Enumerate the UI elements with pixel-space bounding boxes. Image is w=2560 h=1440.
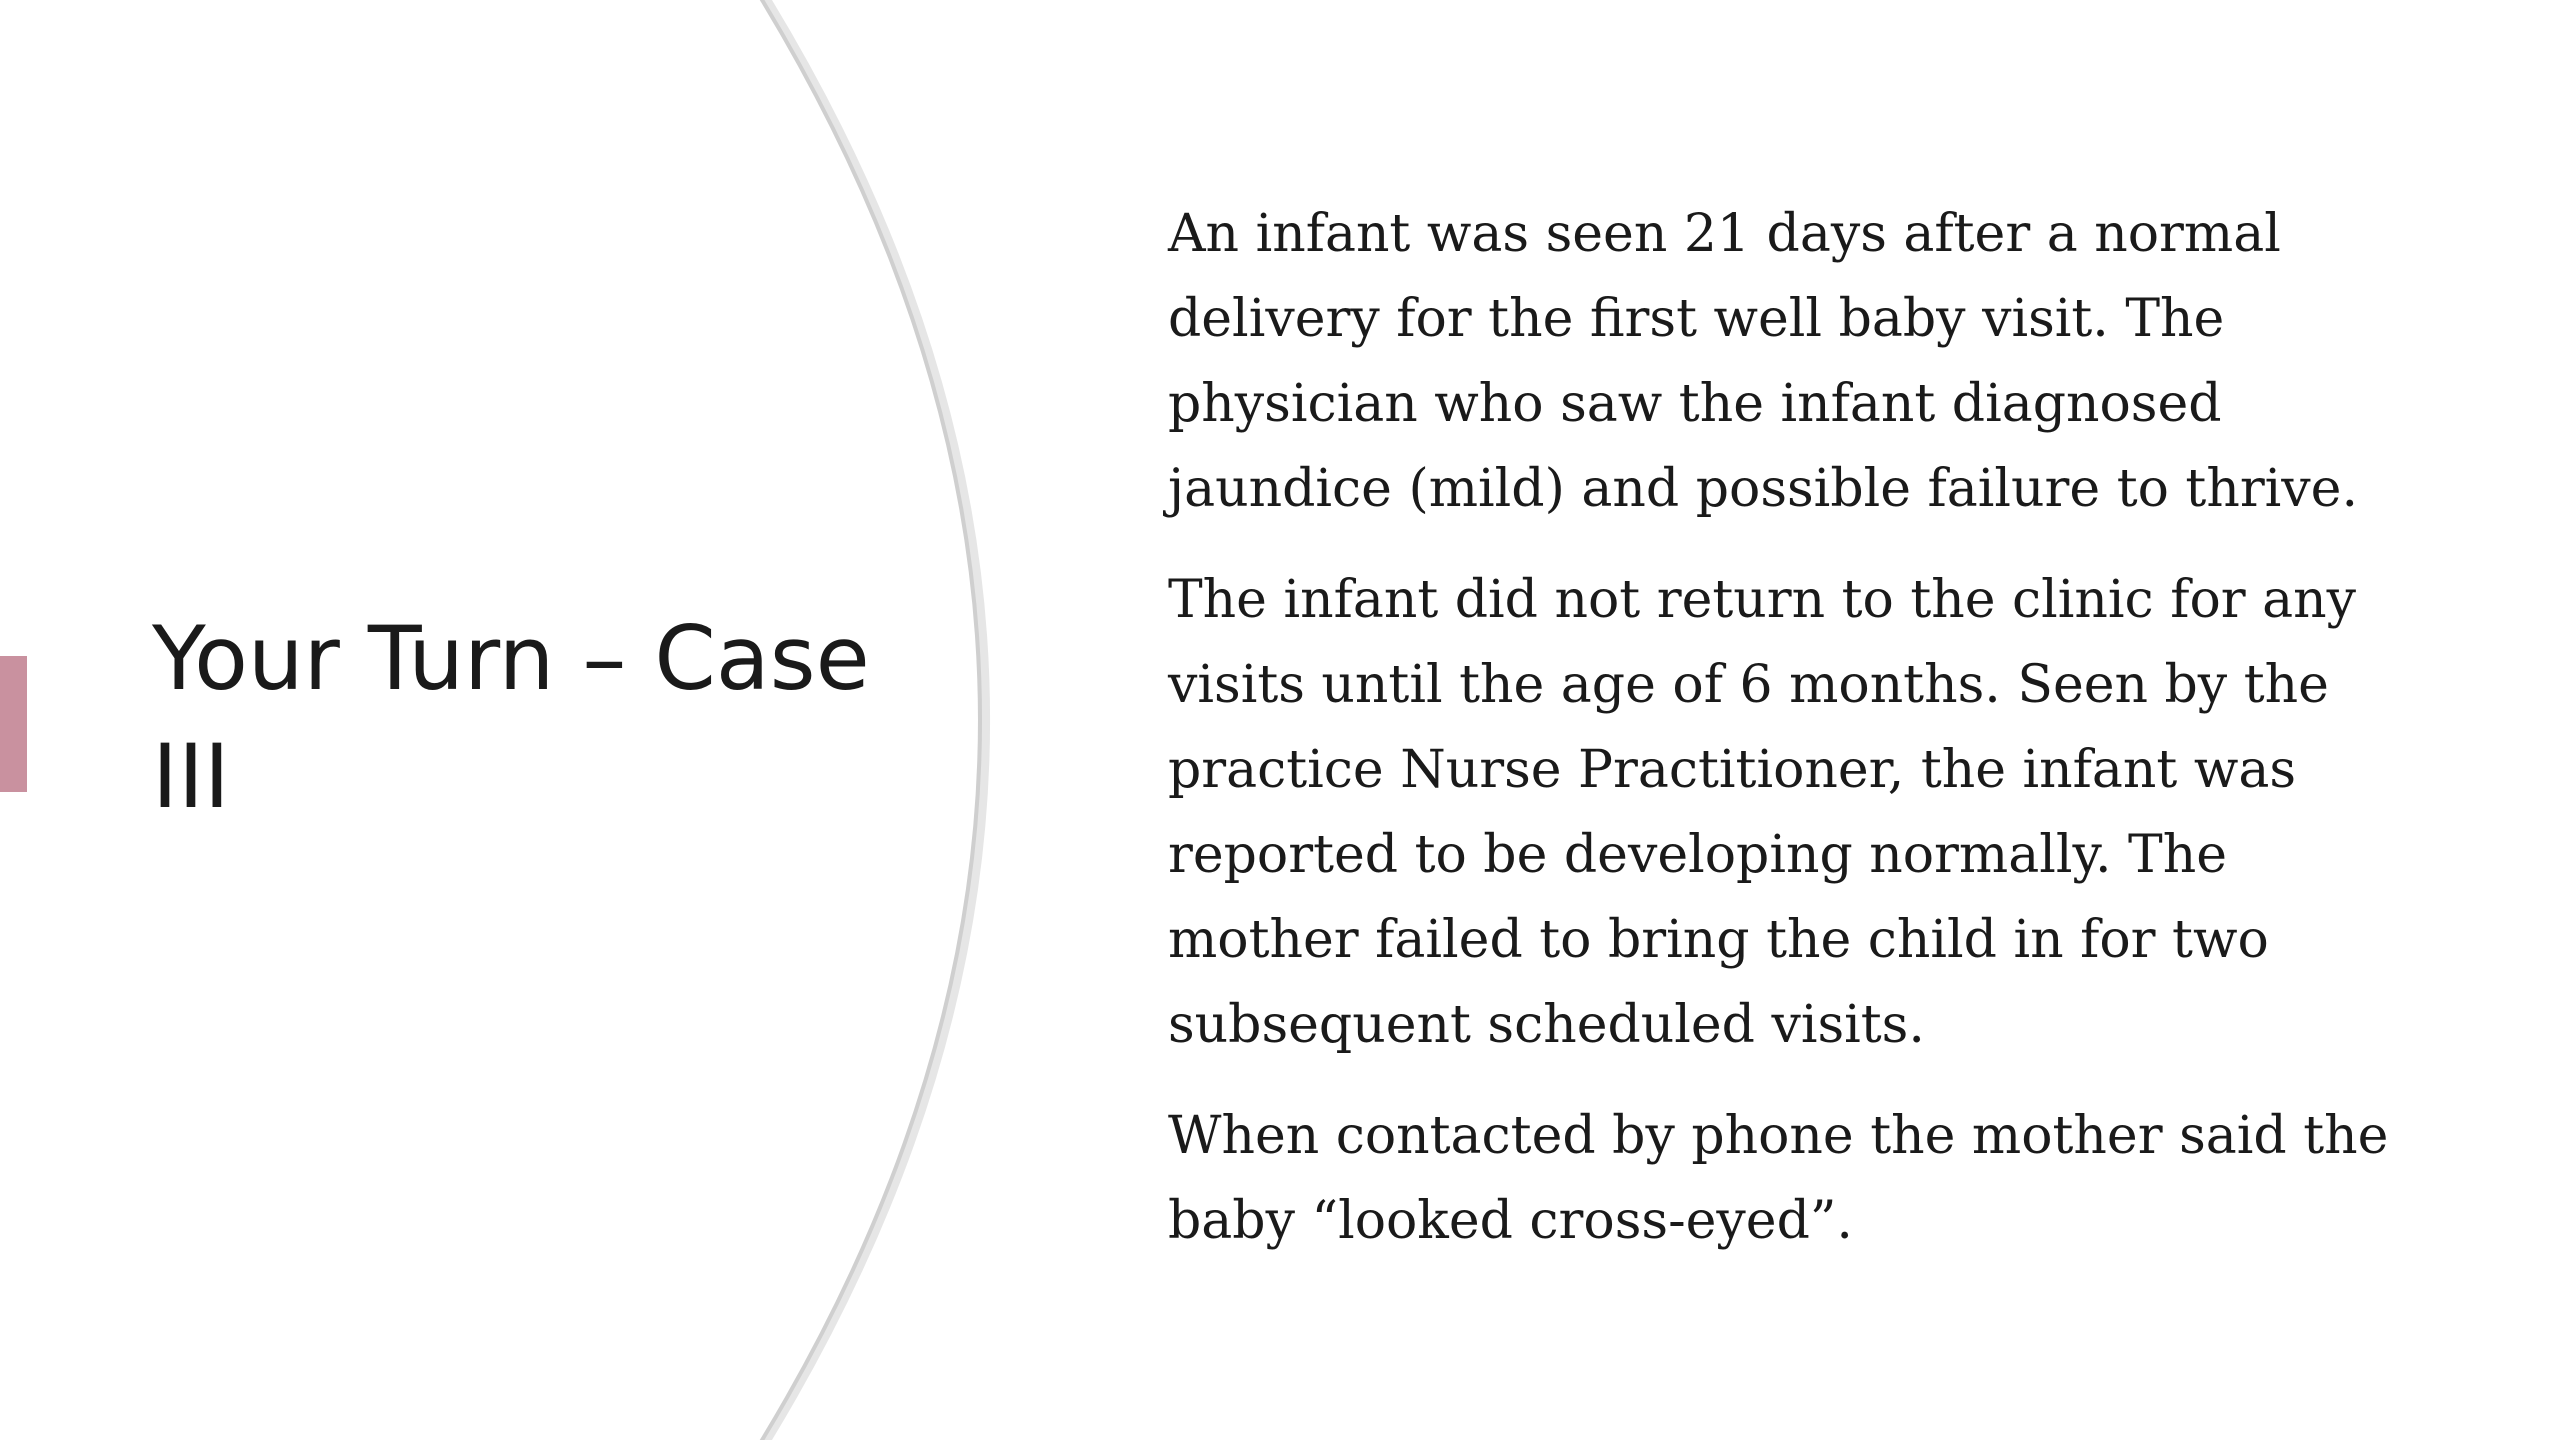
- paragraph-1: An infant was seen 21 days after a normal delivery for the first well baby visit. The physician who saw the infant diagnosed jaundice (mild) and possible failure to thrive.: [1168, 204, 2358, 519]
- paragraph-2: The infant did not return to the clinic for any visits until the age of 6 months. Seen by the practice Nurse Practitioner, the infant was reported to be developing normally. The mother failed to bring the child in for two subsequent scheduled visits.: [1168, 570, 2357, 1055]
- accent-bar: [0, 656, 27, 792]
- slide-body: [1168, 192, 2408, 1290]
- paragraph-3: When contacted by phone the mother said the baby “looked cross-eyed”.: [1168, 1106, 2389, 1251]
- slide-title: Your Turn – Case III: [152, 607, 870, 828]
